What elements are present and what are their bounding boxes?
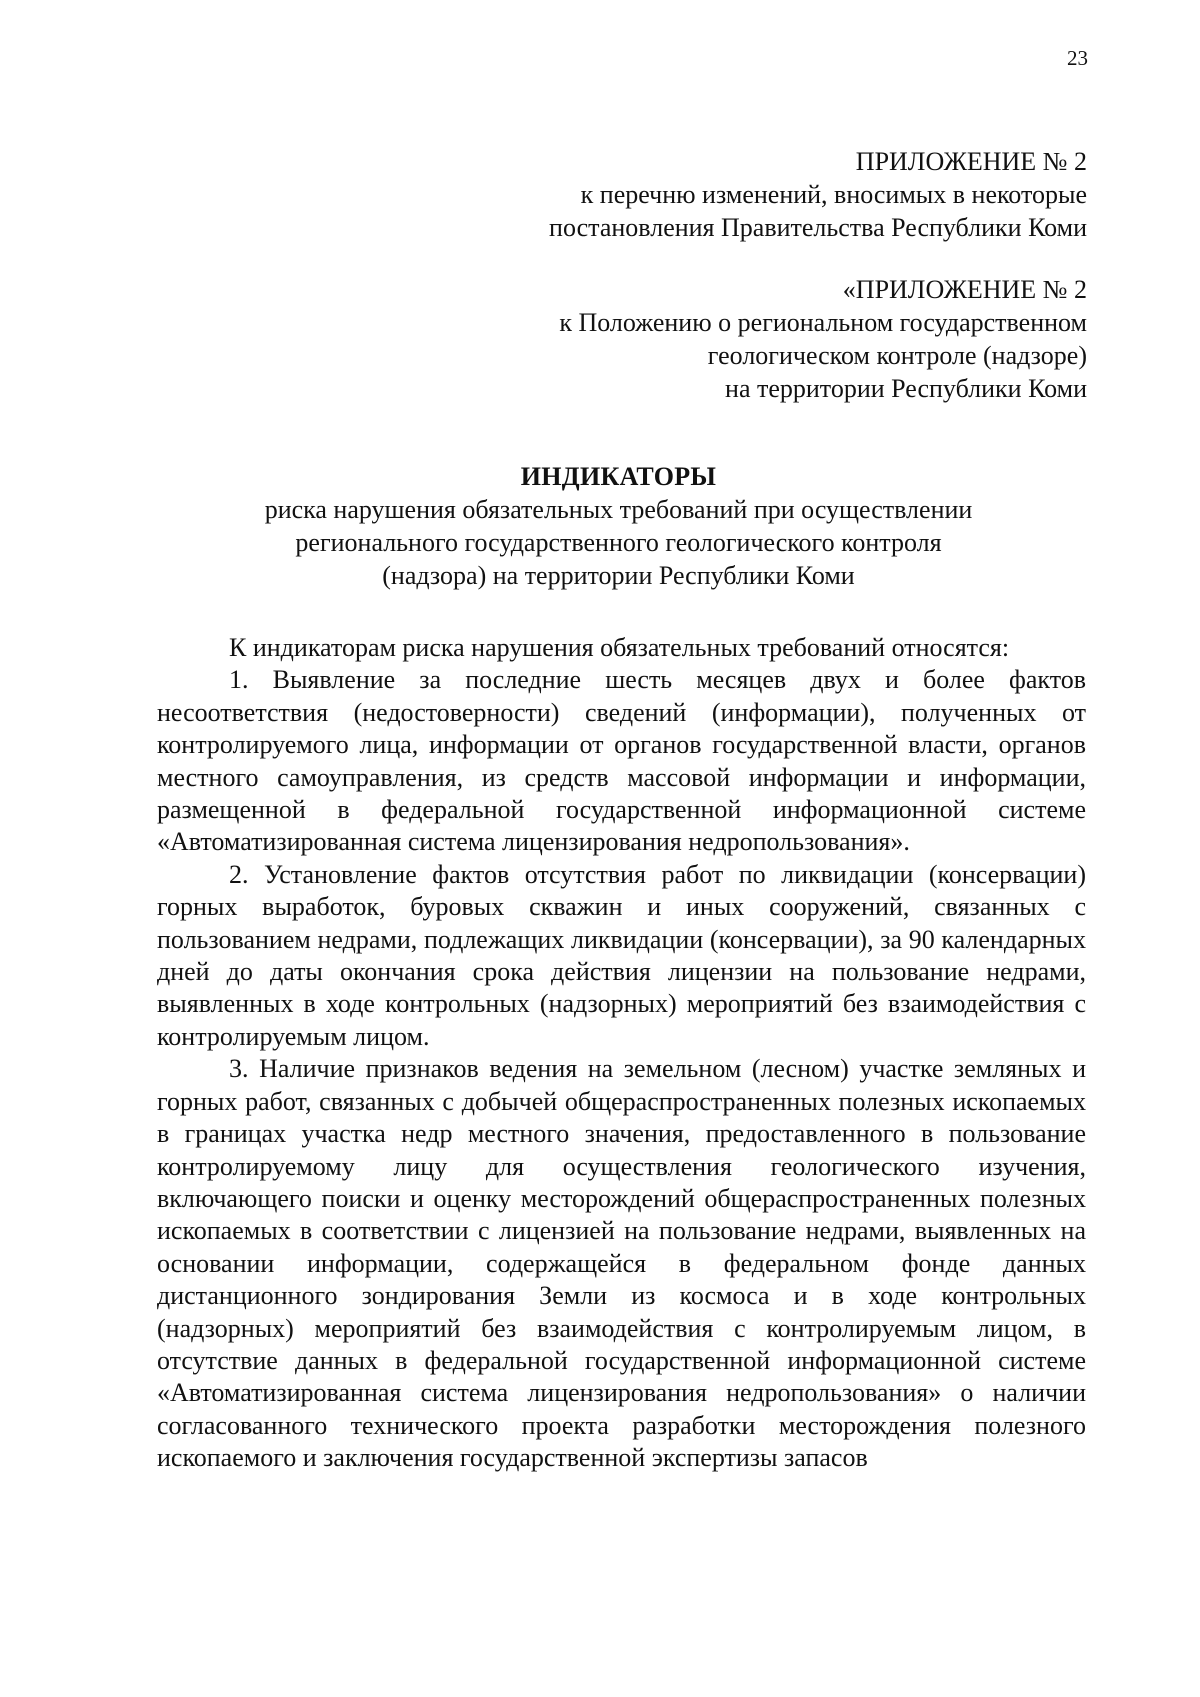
document-body — [157, 632, 1086, 1475]
annex-header-regulation — [559, 273, 1087, 405]
annex-2-line: к Положению о региональном государственном — [559, 308, 1087, 337]
annex-2-line: геологическом контроле (надзоре) — [707, 341, 1087, 370]
indicator-item-2: 2. Установление фактов отсутствия работ по ликвидации (консервации) горных выработок, буровых скважин и иных сооружений, связанных с пользованием недрами, подлежащих ликвидации (консервации), за 90 календарных дней до даты окончания срока действия лицензии на пользование недрами, выявленных в ходе контрольных (надзорных) мероприятий без взаимодействия с контролируемым лицом. — [157, 859, 1086, 1051]
document-title-block — [150, 460, 1087, 592]
page-number: 23 — [1067, 46, 1088, 70]
annex-1-line: постановления Правительства Республики Коми — [549, 213, 1087, 242]
indicator-item-3: 3. Наличие признаков ведения на земельном (лесном) участке земляных и горных работ, связанных с добычей общераспространенных полезных ископаемых в границах участка недр местного значения, предоставленного в пользование контролируемому лицу для осуществления геологического изучения, включающего поиски и оценку месторождений общераспространенных полезных ископаемых в соответствии с лицензией на пользование недрами, выявленных на основании информации, содержащейся в федеральном фонде данных дистанционного зондирования Земли из космоса и в ходе контрольных (надзорных) мероприятий без взаимодействия с контролируемым лицом, в отсутствие данных в федеральной государственной информационной системе «Автоматизированная система лицензирования недропользования» о наличии согласованного технического проекта разработки месторождения полезного ископаемого и заключения государственной экспертизы запасов — [157, 1054, 1086, 1473]
indicator-item-1: 1. Выявление за последние шесть месяцев двух и более фактов несоответствия (недостоверности) сведений (информации), полученных от контролируемого лица, информации от органов государственной власти, органов местного самоуправления, из средств массовой информации и информации, размещенной в федеральной государственной информационной системе «Автоматизированная система лицензирования недропользования». — [157, 665, 1086, 857]
document-subtitle-line: (надзора) на территории Республики Коми — [382, 561, 855, 590]
intro-paragraph: К индикаторам риска нарушения обязательных требований относятся: — [229, 633, 1010, 662]
annex-1-line: к перечню изменений, вносимых в некоторые — [580, 180, 1087, 209]
document-subtitle-line: регионального государственного геологического контроля — [295, 528, 942, 557]
document-subtitle-line: риска нарушения обязательных требований при осуществлении — [264, 495, 973, 524]
annex-1-line: ПРИЛОЖЕНИЕ № 2 — [855, 147, 1087, 176]
annex-header-list-of-changes — [549, 145, 1087, 244]
document-title: ИНДИКАТОРЫ — [520, 462, 717, 491]
annex-2-line: «ПРИЛОЖЕНИЕ № 2 — [842, 275, 1087, 304]
annex-2-line: на территории Республики Коми — [725, 374, 1087, 403]
